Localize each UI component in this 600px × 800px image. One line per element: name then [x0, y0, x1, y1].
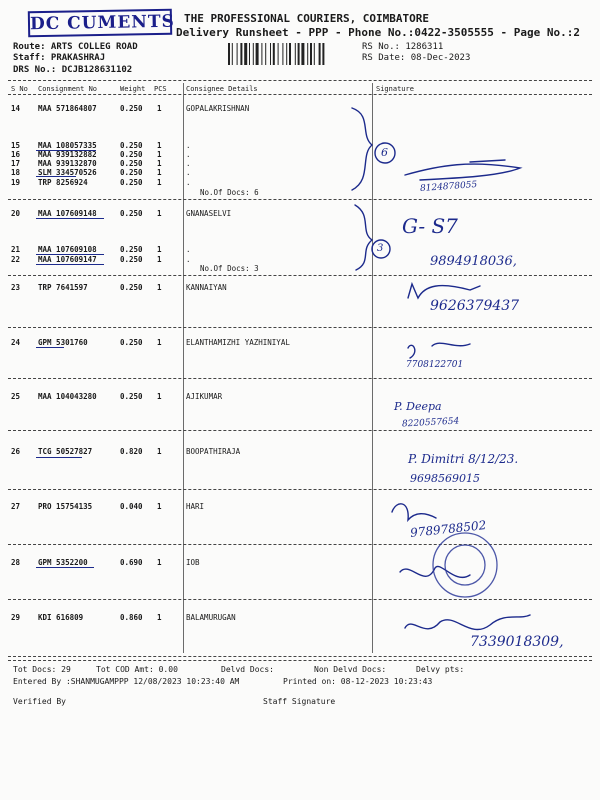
row-consignee: HARI	[186, 502, 205, 511]
row-pcs: 1	[157, 209, 162, 218]
row-weight: 0.250	[120, 392, 143, 401]
handwritten-phone: 8220557654	[401, 416, 460, 430]
signature-row-24	[408, 343, 470, 358]
runsheet-subtitle: Delivery Runsheet - PPP - Phone No.:0422-3505555 - Page No.:2	[176, 26, 580, 39]
row-consignee: GOPALAKRISHNAN	[186, 104, 250, 113]
row-consignee: .	[186, 255, 191, 264]
row-sno: 27	[11, 502, 21, 511]
col-sno: S No	[11, 85, 28, 93]
row-weight: 0.250	[120, 159, 143, 168]
row-sno: 19	[11, 178, 21, 187]
delivered-docs: Delvd Docs:	[221, 665, 274, 674]
handwritten-name: P. Dimitri 8/12/23.	[408, 452, 519, 466]
handwritten-phone: 9894918036,	[430, 254, 517, 269]
signature-group-1	[405, 160, 520, 180]
handwritten-phone: 8124878055	[419, 180, 478, 194]
row-weight: 0.250	[120, 209, 143, 218]
row-pcs: 1	[157, 104, 162, 113]
row-consignment: MAA 107609148	[38, 209, 97, 218]
route-label: Route: ARTS COLLEG ROAD	[13, 42, 138, 52]
row-pcs: 1	[157, 168, 162, 177]
handwritten-count: 6	[381, 146, 388, 159]
row-sno: 16	[11, 150, 21, 159]
row-consignment: MAA 108057335	[38, 141, 97, 150]
row-sno: 14	[11, 104, 21, 113]
row-consignment: TRP 8256924	[38, 178, 88, 187]
row-consignee: BOOPATHIRAJA	[186, 447, 241, 456]
handwritten-name: P. Deepa	[394, 400, 442, 413]
row-pcs: 1	[157, 178, 162, 187]
row-consignment: KDI 616809	[38, 613, 84, 622]
drs-number: DRS No.: DCJB128631102	[13, 65, 133, 75]
docs-count-note: No.Of Docs: 3	[200, 264, 259, 273]
company-title: THE PROFESSIONAL COURIERS, COIMBATORE	[184, 12, 430, 25]
verified-by: Verified By	[13, 697, 66, 706]
row-consignee: .	[186, 141, 191, 150]
rs-date: RS Date: 08-Dec-2023	[362, 53, 471, 63]
row-consignment: MAA 571864807	[38, 104, 97, 113]
row-consignment: MAA 939132870	[38, 159, 97, 168]
handwritten-phone: 9626379437	[430, 298, 520, 314]
handwritten-phone: 9698569015	[410, 472, 480, 485]
col-pcs: PCS	[154, 85, 167, 93]
row-consignee: .	[186, 159, 191, 168]
row-weight: 0.690	[120, 558, 143, 567]
row-consignment: GPM 5352200	[38, 558, 88, 567]
handwritten-count: 3	[377, 243, 384, 254]
row-sno: 29	[11, 613, 21, 622]
delivery-points: Delvy pts:	[416, 665, 465, 674]
row-pcs: 1	[157, 558, 162, 567]
row-weight: 0.860	[120, 613, 143, 622]
row-pcs: 1	[157, 255, 162, 264]
row-consignment: MAA 107609147	[38, 255, 97, 264]
row-weight: 0.250	[120, 150, 143, 159]
handwritten-phone: 7708122701	[406, 360, 464, 370]
row-consignee: .	[186, 168, 191, 177]
row-sno: 25	[11, 392, 21, 401]
staff-label: Staff: PRAKASHRAJ	[13, 53, 106, 63]
col-weight: Weight	[120, 85, 146, 93]
row-sno: 20	[11, 209, 21, 218]
row-weight: 0.040	[120, 502, 143, 511]
handwritten-name: G- S7	[402, 214, 458, 238]
total-cod-amount: Tot COD Amt: 0.00	[96, 665, 178, 674]
row-sno: 28	[11, 558, 21, 567]
col-signature: Signature	[376, 85, 414, 93]
row-consignee: BALAMURUGAN	[186, 613, 236, 622]
row-weight: 0.250	[120, 338, 143, 347]
signature-row-27	[392, 504, 436, 520]
row-weight: 0.250	[120, 245, 143, 254]
row-sno: 21	[11, 245, 21, 254]
row-consignee: .	[186, 150, 191, 159]
non-delivered-docs: Non Delvd Docs:	[314, 665, 387, 674]
signature-row-23	[408, 284, 480, 298]
dc-cuments-stamp: DC CUMENTS	[28, 9, 172, 38]
footer-rule	[8, 660, 592, 661]
row-sno: 18	[11, 168, 21, 177]
brace-group-1	[352, 108, 372, 190]
staff-signature: Staff Signature	[263, 697, 336, 706]
row-pcs: 1	[157, 283, 162, 292]
row-pcs: 1	[157, 141, 162, 150]
row-sno: 26	[11, 447, 21, 456]
printed-on: Printed on: 08-12-2023 10:23:43	[283, 677, 433, 686]
row-pcs: 1	[157, 159, 162, 168]
col-consignee: Consignee Details	[186, 85, 258, 93]
row-weight: 0.820	[120, 447, 143, 456]
row-sno: 15	[11, 141, 21, 150]
row-consignee: GNANASELVI	[186, 209, 232, 218]
row-consignee: AJIKUMAR	[186, 392, 223, 401]
rs-number: RS No.: 1286311	[362, 42, 444, 52]
row-consignment: MAA 939132882	[38, 150, 97, 159]
row-pcs: 1	[157, 245, 162, 254]
row-pcs: 1	[157, 338, 162, 347]
row-consignment: TCG 50527827	[38, 447, 93, 456]
handwritten-phone: 7339018309,	[470, 634, 564, 650]
row-weight: 0.250	[120, 255, 143, 264]
row-sno: 22	[11, 255, 21, 264]
row-sno: 17	[11, 159, 21, 168]
row-weight: 0.250	[120, 104, 143, 113]
row-consignee: KANNAIYAN	[186, 283, 227, 292]
row-weight: 0.250	[120, 178, 143, 187]
row-sno: 24	[11, 338, 21, 347]
entered-by: Entered By :SHANMUGAMPPP 12/08/2023 10:23:40 AM	[13, 677, 240, 686]
row-consignee: .	[186, 245, 191, 254]
row-consignment: MAA 104043280	[38, 392, 97, 401]
row-pcs: 1	[157, 502, 162, 511]
row-consignment: MAA 107609108	[38, 245, 97, 254]
row-consignment: SLM 334570526	[38, 168, 97, 177]
row-consignment: PRO 15754135	[38, 502, 93, 511]
row-pcs: 1	[157, 392, 162, 401]
handwritten-phone: 9789788502	[409, 518, 487, 540]
row-consignee: .	[186, 178, 191, 187]
brace-group-2	[355, 205, 372, 270]
row-pcs: 1	[157, 613, 162, 622]
row-weight: 0.250	[120, 141, 143, 150]
total-docs: Tot Docs: 29	[13, 665, 71, 674]
office-seal	[433, 533, 497, 597]
row-consignment: TRP 7641597	[38, 283, 88, 292]
col-consignment: Consignment No	[38, 85, 98, 93]
row-consignee: ELANTHAMIZHI YAZHINIYAL	[186, 338, 290, 347]
signature-row-29	[405, 615, 530, 630]
docs-count-note: No.Of Docs: 6	[200, 188, 259, 197]
row-consignee: IOB	[186, 558, 200, 567]
row-pcs: 1	[157, 150, 162, 159]
row-weight: 0.250	[120, 283, 143, 292]
row-sno: 23	[11, 283, 21, 292]
row-pcs: 1	[157, 447, 162, 456]
row-weight: 0.250	[120, 168, 143, 177]
row-consignment: GPM 5301760	[38, 338, 88, 347]
